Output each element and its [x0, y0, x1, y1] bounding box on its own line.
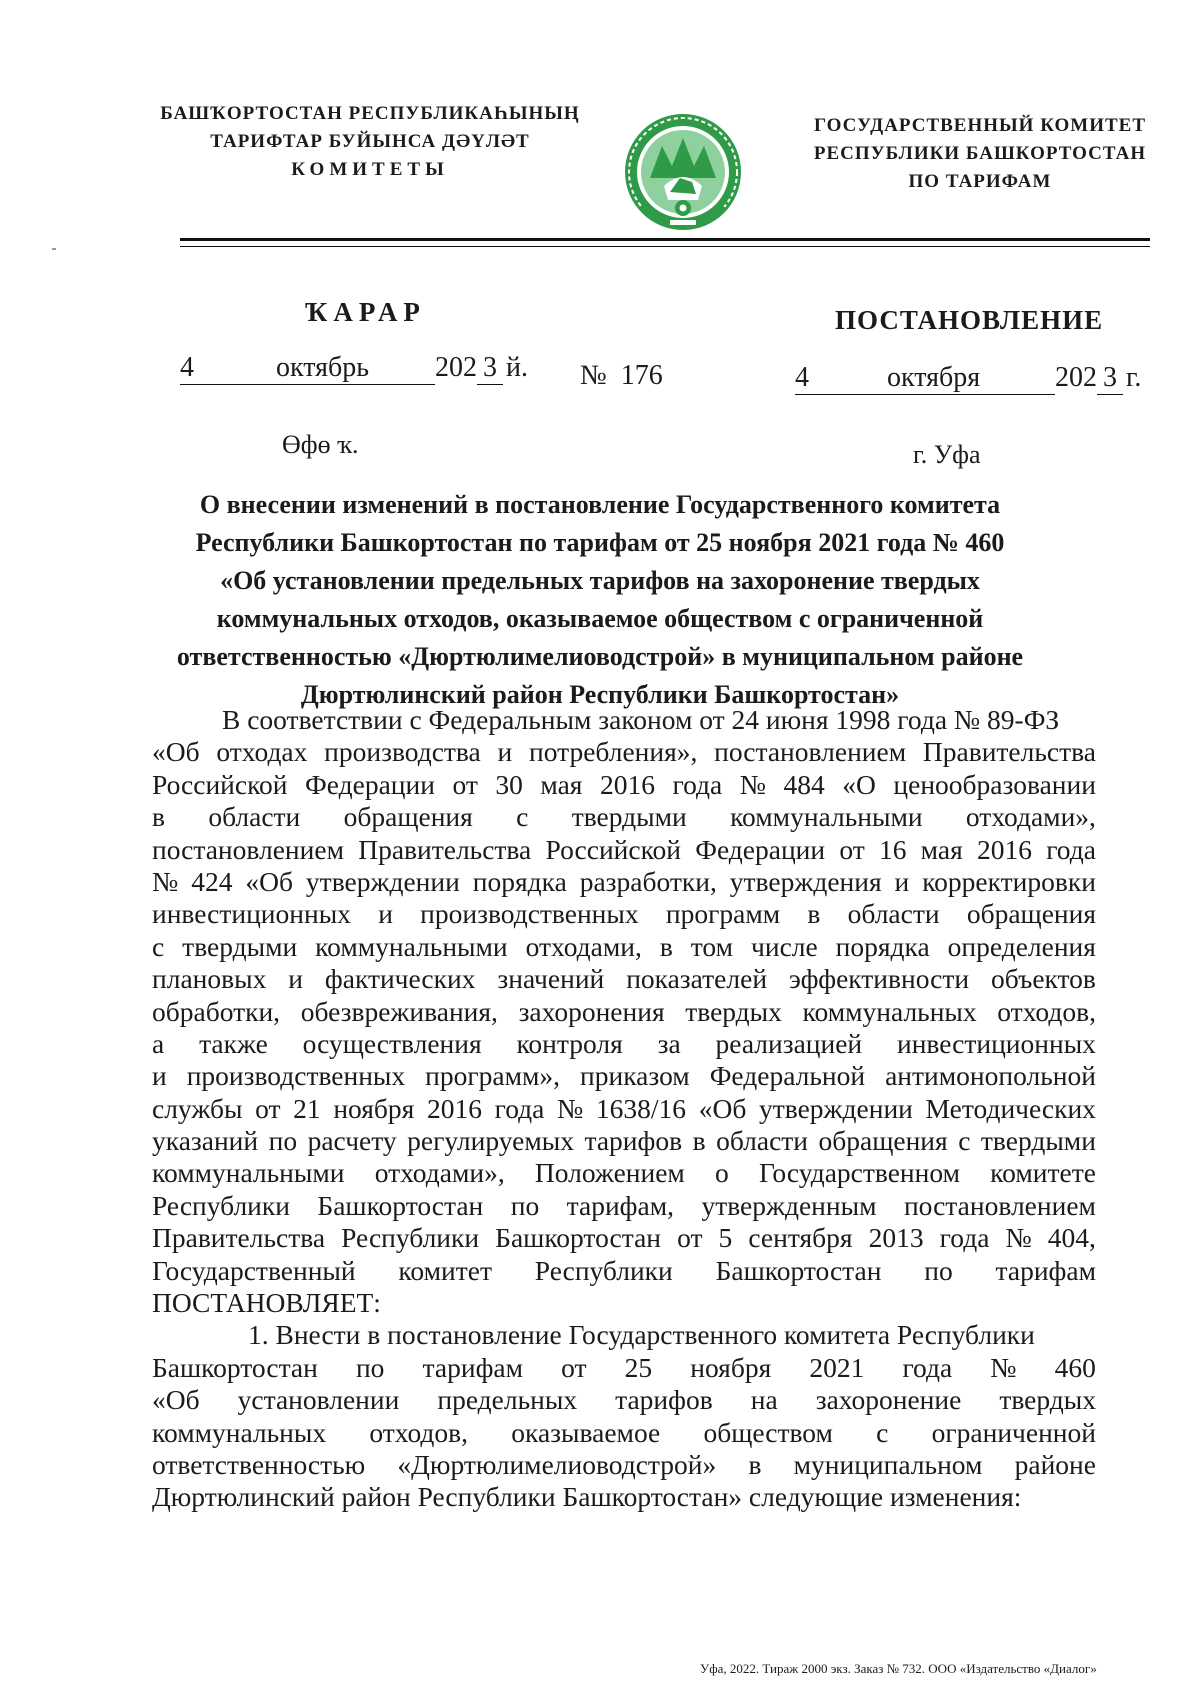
body-word: «Дюртюлимелиоводстрой» [397, 1448, 717, 1480]
body-word: обращения [343, 801, 473, 833]
body-word: с [876, 1416, 889, 1448]
title-postanovlenie: ПОСТАНОВЛЕНИЕ [835, 305, 1104, 335]
body-word: коммунальных [152, 1416, 327, 1448]
body-word: № [1005, 1222, 1032, 1254]
subject-line: Республики Башкортостан по тарифам от 25 ноября 2021 года № 460 [195, 528, 1005, 557]
date-left-month: октябрь [276, 352, 369, 383]
body-word: сентября [748, 1222, 853, 1254]
body-word: по [268, 1125, 298, 1157]
body-word: потребления», [529, 736, 698, 768]
body-word: постановлением [903, 1189, 1096, 1221]
body-word: Правительства [358, 833, 532, 865]
body-word: 5 [718, 1222, 733, 1254]
body-word: регулируемых [407, 1125, 574, 1157]
body-word: инвестиционных [152, 898, 351, 930]
body-word: мая [920, 833, 963, 865]
body-word: Методических [925, 1092, 1096, 1124]
body-line [152, 736, 1096, 768]
body-word: предельных [437, 1384, 578, 1416]
body-word: отходах [216, 736, 308, 768]
body-word: в [748, 1448, 762, 1480]
date-left-year-digit: 3 [477, 352, 503, 385]
date-left [180, 352, 528, 385]
body-word: о [715, 1157, 729, 1189]
body-word: реализацией [715, 1027, 863, 1059]
header-right-line: ГОСУДАРСТВЕННЫЙ КОМИТЕТ [813, 115, 1147, 136]
subject-line: «Об установлении предельных тарифов на захоронение твердых [220, 566, 980, 595]
body-word: отходами», [374, 1157, 505, 1189]
body-word: в [659, 930, 673, 962]
body-line [152, 1255, 1096, 1287]
body-word: № [152, 865, 179, 897]
body-word: твердых [685, 995, 782, 1027]
body-word: программ [665, 898, 781, 930]
body-word: года [494, 1092, 545, 1124]
body-word: производственных [186, 1060, 406, 1092]
body-word: 2016 [976, 833, 1032, 865]
body-word: твердых [999, 1384, 1096, 1416]
body-word: инвестиционных [896, 1027, 1096, 1059]
body-line [152, 1028, 1096, 1060]
body-word: в [152, 801, 165, 833]
date-right-day: 4 [795, 362, 809, 393]
body-word: отходами», [965, 801, 1096, 833]
body-word: ноября [690, 1351, 772, 1383]
body-word: корректировки [922, 865, 1096, 897]
body-word: отходов, [997, 995, 1096, 1027]
body-word: по [924, 1254, 953, 1286]
body-word: на [750, 1384, 778, 1416]
body-word: захоронение [815, 1384, 962, 1416]
body-word: тарифов [584, 1125, 683, 1157]
body-paragraph-2-last-line: Дюртюлинский район Республики Башкортостан» следующие изменения: [152, 1481, 1022, 1513]
body-line [152, 1190, 1096, 1222]
print-footer: Уфа, 2022. Тираж 2000 экз. Заказ № 732. ООО «Издательство «Диалог» [700, 1661, 1097, 1676]
body-word: Государственный [152, 1254, 356, 1286]
body-word: ноября [333, 1092, 415, 1124]
body-word: муниципальном [793, 1448, 983, 1480]
body-word: Республики [534, 1254, 673, 1286]
body-word: и [152, 1060, 167, 1092]
body-word: 30 [495, 768, 523, 800]
date-right [795, 362, 1141, 395]
body-word: программ», [425, 1060, 561, 1092]
body-word: Башкортостан [152, 1351, 318, 1383]
body-paragraph-2-first-line: 1. Внести в постановление Государственного комитета Республики [248, 1319, 1035, 1351]
body-word: Положением [534, 1157, 685, 1189]
body-word: обращения [966, 898, 1096, 930]
body-word: 2016 [599, 768, 655, 800]
body-line [152, 769, 1096, 801]
body-line [152, 931, 1096, 963]
body-word: и [894, 865, 910, 897]
body-word: Правительства [152, 1222, 326, 1254]
body-word: 16 [878, 833, 907, 865]
body-word: Федерации [305, 768, 435, 800]
body-word: Республики [152, 1189, 290, 1221]
body-word: с [958, 1125, 971, 1157]
date-right-year-digit: 3 [1097, 362, 1123, 395]
number-value: 176 [620, 360, 663, 391]
body-word: отходами, [525, 930, 642, 962]
body-word: от [561, 1351, 587, 1383]
body-word: и [497, 736, 513, 768]
body-word: постановлением [714, 736, 907, 768]
body-word: а [152, 1027, 165, 1059]
body-word: захоронения [518, 995, 665, 1027]
body-word: порядка [835, 930, 930, 962]
body-word: Башкортостан [317, 1189, 484, 1221]
body-word: 21 [293, 1092, 321, 1124]
body-word: отходов, [369, 1416, 469, 1448]
date-left-suffix: й. [506, 352, 528, 383]
body-word: показателей [626, 963, 768, 995]
body-word: Башкортостан [715, 1254, 882, 1286]
body-word: антимонопольной [885, 1060, 1096, 1092]
body-line [152, 866, 1096, 898]
body-word: тарифам [422, 1351, 523, 1383]
body-word: № [739, 768, 766, 800]
body-word: контроля [516, 1027, 623, 1059]
body-line [152, 1449, 1096, 1481]
body-word: от [839, 833, 865, 865]
body-word: твердыми [571, 801, 687, 833]
body-word: обращения [818, 1125, 948, 1157]
body-word: утверждении [758, 1092, 913, 1124]
header-left-line: БАШҠОРТОСТАН РЕСПУБЛИКАҺЫНЫҢ [160, 103, 580, 124]
body-word: тарифам [995, 1254, 1096, 1286]
body-word: ценообразовании [893, 768, 1096, 800]
body-word: Республики [341, 1222, 480, 1254]
body-line [152, 1125, 1096, 1157]
body-word: ограниченной [931, 1416, 1096, 1448]
header-divider-thin [180, 246, 1150, 247]
body-word: и [378, 898, 393, 930]
body-word: постановлением [152, 833, 344, 865]
body-paragraph-2 [152, 1352, 1096, 1482]
body-word: обезвреживания, [300, 995, 498, 1027]
body-word: по [510, 1189, 540, 1221]
body-line [152, 1060, 1096, 1092]
body-word: приказом [580, 1060, 690, 1092]
body-word: 484 [783, 768, 825, 800]
body-word: за [657, 1027, 681, 1059]
body-word: расчету [307, 1125, 397, 1157]
body-word: комитете [990, 1157, 1096, 1189]
body-line [152, 1352, 1096, 1384]
body-word: 25 [624, 1351, 653, 1383]
body-word: утверждения [729, 865, 882, 897]
body-word: 2021 [809, 1351, 865, 1383]
body-paragraph-1-first-line: В соответствии с Федеральным законом от 24 июня 1998 года № 89-ФЗ [222, 704, 1060, 735]
body-line [152, 834, 1096, 866]
body-word: определения [947, 930, 1096, 962]
body-word: утверждении [305, 865, 460, 897]
bashkortostan-coat-of-arms-icon [620, 108, 746, 240]
subject-line: Дюртюлинский район Республики Башкортостан» [300, 680, 900, 709]
header-right-line: РЕСПУБЛИКИ БАШКОРТОСТАН [813, 143, 1147, 164]
body-word: указаний [152, 1125, 259, 1157]
body-word: в [807, 898, 821, 930]
body-word: коммунальных [802, 995, 977, 1027]
body-line [152, 1384, 1096, 1416]
date-left-year: 202 [435, 352, 477, 383]
body-line [152, 801, 1096, 833]
date-left-day: 4 [180, 352, 194, 383]
body-word: коммунальными [730, 801, 923, 833]
body-word: области [716, 1125, 809, 1157]
body-word: Правительства [922, 736, 1096, 768]
body-word: Федеральной [709, 1060, 866, 1092]
body-word: том [690, 930, 734, 962]
body-word: обществом [703, 1416, 833, 1448]
body-word: порядка [472, 865, 567, 897]
body-word: № [557, 1092, 584, 1124]
body-word: с [516, 801, 529, 833]
body-word: по [355, 1351, 385, 1383]
body-word: плановых [152, 963, 267, 995]
body-word: разработки, [579, 865, 717, 897]
body-word: года [939, 1222, 990, 1254]
body-word: коммунальными [152, 1157, 345, 1189]
body-word: от [452, 768, 478, 800]
date-right-day-month [795, 362, 1055, 395]
body-line [152, 1417, 1096, 1449]
body-line [152, 1222, 1096, 1254]
body-word: производства [324, 736, 481, 768]
body-word: фактических [324, 963, 476, 995]
subject-line: коммунальных отходов, оказываемое обществом с ограниченной [216, 604, 984, 633]
body-word: обработки, [152, 995, 281, 1027]
body-paragraph-1-last-line: ПОСТАНОВЛЯЕТ: [152, 1287, 381, 1319]
body-word: Федерации [695, 833, 826, 865]
header-right-line: ПО ТАРИФАМ [908, 171, 1052, 192]
body-word: от [255, 1092, 281, 1124]
header-left-line: ТАРИФТАР БУЙЫНСА ДӘҮЛӘТ [210, 131, 530, 152]
body-word: № [990, 1351, 1017, 1383]
body-word: значений [497, 963, 605, 995]
body-paragraph-1 [152, 736, 1096, 1287]
body-word: мая [540, 768, 583, 800]
body-word: районе [1014, 1448, 1096, 1480]
body-word: от [677, 1222, 703, 1254]
body-word: года [1046, 833, 1096, 865]
body-word: эффективности [788, 963, 970, 995]
body-word: службы [152, 1092, 243, 1124]
body-word: «Об [245, 865, 293, 897]
body-word: Башкортостан [495, 1222, 662, 1254]
body-word: «Об [698, 1092, 747, 1124]
body-word: 1638/16 [595, 1092, 687, 1124]
body-word: оказываемое [511, 1416, 661, 1448]
header-left-block [150, 100, 590, 184]
body-word: «Об [152, 736, 200, 768]
body-word: 2013 [868, 1222, 924, 1254]
place-right: г. Уфа [913, 440, 981, 469]
body-line [152, 963, 1096, 995]
body-word: тарифов [615, 1384, 713, 1416]
body-word: тарифам, [566, 1189, 674, 1221]
subject-line: О внесении изменений в постановление Государственного комитета [199, 490, 1001, 519]
header-left-line: КОМИТЕТЫ [291, 159, 449, 180]
body-word: твердыми [182, 930, 298, 962]
body-word: производственных [420, 898, 639, 930]
header-right-block [780, 112, 1180, 196]
body-word: осуществления [302, 1027, 482, 1059]
body-word: утвержденным [701, 1189, 877, 1221]
body-word: 460 [1054, 1351, 1096, 1383]
body-word: объектов [991, 963, 1096, 995]
body-word: «О [842, 768, 876, 800]
body-word: числе [751, 930, 818, 962]
body-word: комитет [398, 1254, 492, 1286]
scan-speck [52, 248, 56, 250]
document-body [152, 704, 1096, 1514]
body-word: и [288, 963, 303, 995]
body-line [152, 1157, 1096, 1189]
subject-line: ответственностью «Дюртюлимелиоводстрой» в муниципальном районе [176, 642, 1024, 671]
body-word: с [152, 930, 165, 962]
body-word: 404, [1047, 1222, 1096, 1254]
body-word: также [199, 1027, 268, 1059]
body-word: в [692, 1125, 706, 1157]
body-word: года [672, 768, 723, 800]
date-left-day-month [180, 352, 435, 385]
body-word: Российской [545, 833, 682, 865]
date-right-month: октября [887, 362, 981, 393]
header-divider-thick [180, 238, 1150, 241]
body-word: «Об [152, 1384, 200, 1416]
body-word: области [847, 898, 940, 930]
body-line [152, 996, 1096, 1028]
body-word: Государственном [758, 1157, 960, 1189]
document-subject [150, 486, 1050, 714]
body-word: Российской [152, 768, 288, 800]
place-left: Өфө ҡ. [282, 430, 359, 459]
decree-number [580, 360, 663, 392]
date-right-year: 202 [1055, 362, 1097, 393]
body-word: области [208, 801, 301, 833]
body-word: ответственностью [152, 1448, 366, 1480]
title-karar: ҠАРАР [305, 297, 426, 327]
body-line [152, 898, 1096, 930]
body-word: коммунальными [315, 930, 508, 962]
body-word: года [902, 1351, 953, 1383]
body-word: 2016 [426, 1092, 482, 1124]
body-word: установлении [237, 1384, 400, 1416]
body-word: твердыми [980, 1125, 1096, 1157]
body-line [152, 1093, 1096, 1125]
body-word: 424 [191, 865, 233, 897]
number-sign: № [580, 360, 607, 391]
date-right-suffix: г. [1126, 362, 1142, 393]
